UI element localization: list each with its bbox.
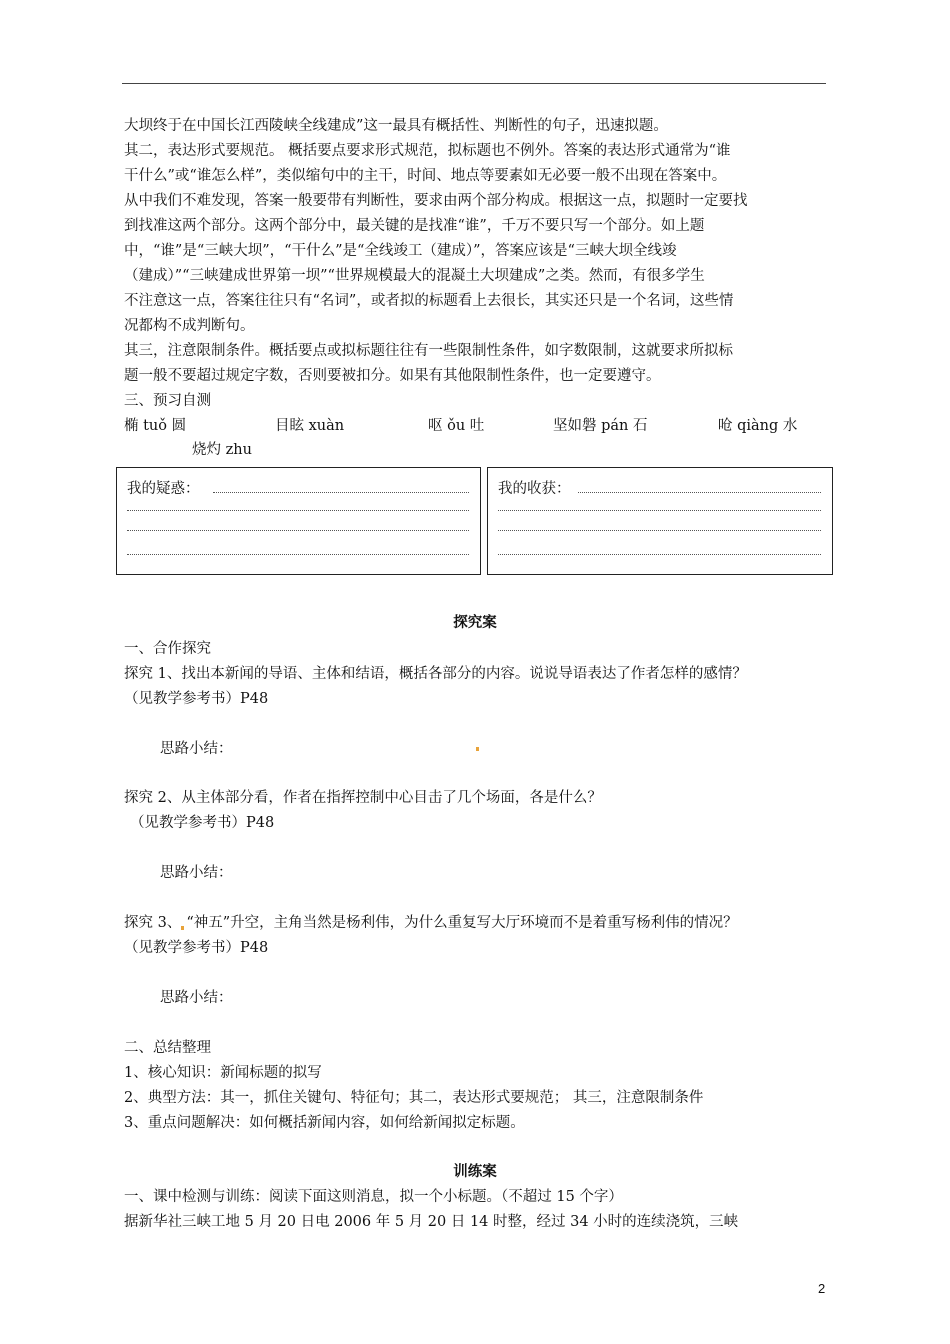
pinyin-item: 烧灼 zhu <box>192 442 252 458</box>
pinyin-item: 坚如磐 pán 石 <box>553 418 648 434</box>
train-title: 训练案 <box>453 1163 497 1180</box>
text-line: 从中我们不难发现，答案一般要带有判断性，要求由两个部分构成。根据这一点，拟题时一定要找 <box>124 193 748 209</box>
text-line: 其三，注意限制条件。概括要点或拟标题往往有一些限制性条件，如字数限制，这就要求所拟标 <box>124 343 733 359</box>
summary-item: 3、重点问题解决：如何概括新闻内容，如何给新闻拟定标题。 <box>124 1115 525 1131</box>
reference-text: （见教学参考书）P48 <box>124 940 269 956</box>
reference-text: （见教学参考书）P48 <box>130 815 275 831</box>
doubt-label: 我的疑惑： <box>127 481 200 497</box>
doubt-box <box>116 467 481 575</box>
write-line[interactable] <box>127 530 469 531</box>
explore-title: 探究案 <box>453 614 497 631</box>
text-line: 到找准这两个部分。这两个部分中，最关键的是找准“谁”，千万不要只写一个部分。如上题 <box>124 218 705 234</box>
section-heading: 一、合作探究 <box>124 641 211 657</box>
pinyin-item: 椭 tuǒ 圆 <box>124 418 187 434</box>
question-text <box>124 913 738 933</box>
text-line: 大坝终于在中国长江西陵峡全线建成”这一最具有概括性、判断性的句子，迅速拟题。 <box>124 118 668 134</box>
write-line[interactable] <box>213 492 469 493</box>
pinyin-item: 呕 ǒu 吐 <box>428 418 485 434</box>
question-text: 探究 2、从主体部分看，作者在指挥控制中心目击了几个场面，各是什么？ <box>124 790 602 806</box>
text-line: 其二，表达形式要规范。 概括要点要求形式规范，拟标题也不例外。答案的表达形式通常为“谁 <box>124 143 731 159</box>
summary-label: 思路小结： <box>160 990 233 1006</box>
pinyin-item: 呛 qiàng 水 <box>718 418 798 434</box>
text-line: 不注意这一点，答案往往只有“名词”，或者拟的标题看上去很长，其实还只是一个名词，这些情 <box>124 293 734 309</box>
text-line: 干什么”或“谁怎么样”，类似缩句中的主干，时间、地点等要素如无必要一般不出现在答案中。 <box>124 168 727 184</box>
section-heading: 三、预习自测 <box>124 393 211 409</box>
header-rule <box>122 83 826 84</box>
gain-box <box>487 467 833 575</box>
highlight-mark <box>476 747 479 751</box>
text-line: 据新华社三峡工地 5 月 20 日电 2006 年 5 月 20 日 14 时整，经过 34 小时的连续浇筑，三峡 <box>124 1214 739 1230</box>
summary-label: 思路小结： <box>160 741 233 757</box>
text-line: 题一般不要超过规定字数，否则要被扣分。如果有其他限制性条件，也一定要遵守。 <box>124 368 661 384</box>
text-line: 中，“谁”是“三峡大坝”，“干什么”是“全线竣工（建成）”，答案应该是“三峡大坝全线竣 <box>124 243 677 259</box>
summary-label: 思路小结： <box>160 865 233 881</box>
section-heading: 一、课中检测与训练：阅读下面这则消息，拟一个小标题。（不超过 15 个字） <box>124 1189 623 1205</box>
write-line[interactable] <box>127 510 469 511</box>
write-line[interactable] <box>498 530 821 531</box>
write-line[interactable] <box>578 492 821 493</box>
section-heading: 二、总结整理 <box>124 1040 211 1056</box>
page-number: 2 <box>818 1281 826 1296</box>
question-prefix: 探究 3、 <box>124 915 182 931</box>
summary-item: 1、核心知识：新闻标题的拟写 <box>124 1065 322 1081</box>
gain-label: 我的收获： <box>498 481 571 497</box>
pinyin-item: 目眩 xuàn <box>275 418 345 434</box>
text-line: 况都构不成判断句。 <box>124 318 255 334</box>
summary-item: 2、典型方法：其一，抓住关键句、特征句；其二，表达形式要规范； 其三，注意限制条件 <box>124 1090 704 1106</box>
reference-text: （见教学参考书）P48 <box>124 691 269 707</box>
write-line[interactable] <box>498 510 821 511</box>
write-line[interactable] <box>498 554 821 555</box>
write-line[interactable] <box>127 554 469 555</box>
text-line: （建成）”“三峡建成世界第一坝”“世界规模最大的混凝土大坝建成”之类。然而，有很多学生 <box>124 268 705 284</box>
question-body: “神五”升空，主角当然是杨利伟，为什么重复写大厅环境而不是着重写杨利伟的情况？ <box>186 915 738 931</box>
highlight-mark <box>181 926 184 930</box>
question-text: 探究 1、找出本新闻的导语、主体和结语，概括各部分的内容。说说导语表达了作者怎样的感情？ <box>124 666 747 682</box>
